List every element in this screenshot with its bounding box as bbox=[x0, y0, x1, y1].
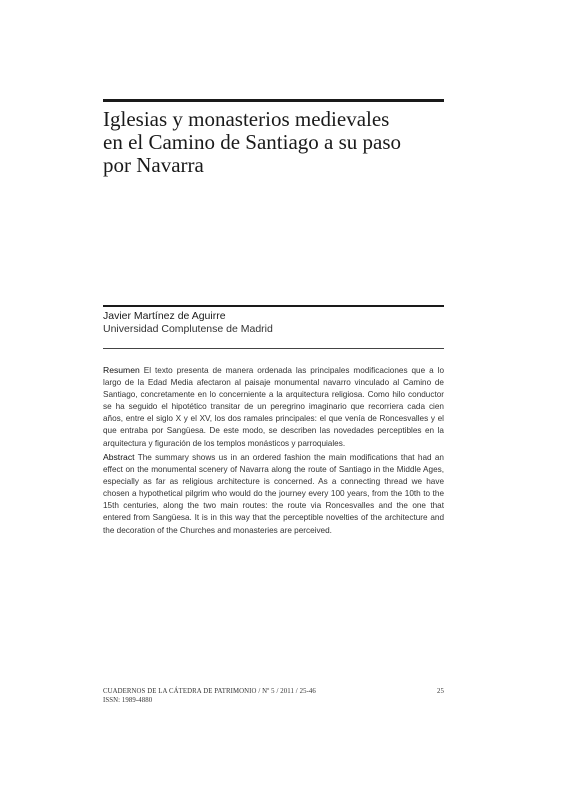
author-name: Javier Martínez de Aguirre bbox=[103, 310, 226, 322]
abstract-label: Abstract bbox=[103, 452, 135, 462]
resumen-paragraph bbox=[103, 364, 444, 450]
title-line-1: Iglesias y monasterios medievales bbox=[103, 107, 390, 131]
article-title bbox=[103, 108, 448, 177]
resumen-text: El texto presenta de manera ordenada las principales modificaciones que a lo largo de la Edad Media afectaron al paisaje monumental navarro vinculado al Camino de Santiago, concretamente en lo concerniente a la arquitectura religiosa. Como hilo conductor se ha seguido el hipotético transitar de un peregrino imaginario que recorriera cada cien años, entre el siglo X y el XV, los dos ramales principales: el que venía de Roncesvalles y el que entraba por Sangüesa. De este modo, se describen las novedades perceptibles en la arquitectura y figuración de los templos monásticos y parroquiales. bbox=[103, 366, 444, 448]
author-top-rule bbox=[103, 305, 444, 307]
abstract-text: The summary shows us in an ordered fashion the main modifications that had an effect on the monumental scenery of Navarra along the route of Santiago in the Middle Ages, especially as far as religious architecture is concerned. As a connecting thread we have chosen a hypothetical pilgrim who would do the journey every 100 years, from the 10th to the 15th centuries, along the two main routes: the route via Roncesvalles and the one that entered from Sangüesa. It is in this way that the perceptible novelties of the architecture and the decoration of the Churches and monasteries are perceived. bbox=[103, 453, 444, 535]
title-line-3: por Navarra bbox=[103, 153, 204, 177]
author-bottom-rule bbox=[103, 348, 444, 349]
author-affiliation: Universidad Complutense de Madrid bbox=[103, 323, 273, 335]
resumen-label: Resumen bbox=[103, 365, 140, 375]
journal-citation: CUADERNOS DE LA CÁTEDRA DE PATRIMONIO / Nº 5 / 2011 / 25-46 bbox=[103, 688, 316, 695]
title-line-2: en el Camino de Santiago a su paso bbox=[103, 130, 402, 154]
page-number: 25 bbox=[437, 688, 444, 695]
abstract-paragraph bbox=[103, 451, 444, 537]
title-top-rule bbox=[103, 99, 444, 102]
issn: ISSN: 1989-4880 bbox=[103, 697, 153, 704]
page-footer bbox=[103, 687, 444, 705]
